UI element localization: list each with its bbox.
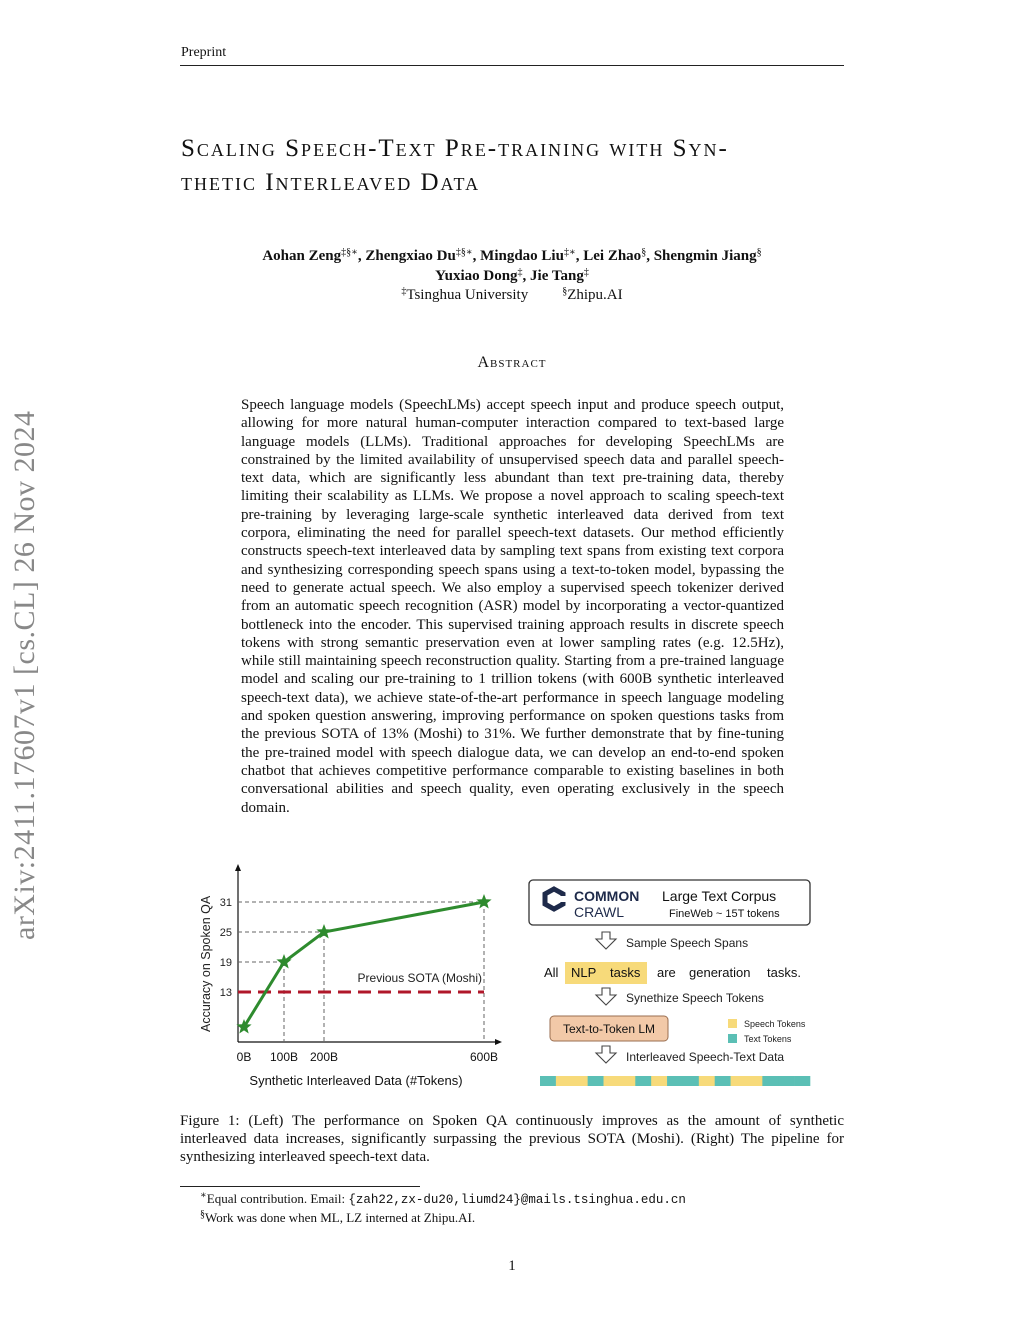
text-token-segment — [588, 1076, 604, 1086]
author-mark: ‡ — [517, 267, 523, 278]
logo-text-bottom: CRAWL — [574, 904, 625, 920]
example-word: tasks. — [767, 965, 801, 980]
author-name: Lei Zhao — [583, 248, 642, 264]
model-label: Text-to-Token LM — [562, 1022, 656, 1036]
author-mark: ‡§∗ — [341, 247, 358, 258]
arxiv-stamp: arXiv:2411.17607v1 [cs.CL] 26 Nov 2024 — [8, 410, 41, 940]
corpus-title: Large Text Corpus — [662, 888, 777, 904]
token-strip — [540, 1076, 810, 1086]
baseline-label: Previous SOTA (Moshi) — [357, 971, 482, 985]
footnote-mark: ∗ — [200, 1190, 207, 1201]
y-axis-label: Accuracy on Spoken QA — [199, 895, 213, 1032]
figure-1 — [180, 860, 844, 1095]
author-mark: ‡ — [583, 267, 589, 278]
text-token-segment — [635, 1076, 651, 1086]
down-arrow-icon — [596, 988, 616, 1005]
x-axis-arrow-icon — [495, 1039, 502, 1045]
title-part: Syn- — [672, 135, 729, 162]
author-mark: ‡∗ — [563, 247, 576, 258]
x-tick-label: 200B — [309, 1050, 339, 1064]
header-label: Preprint — [181, 45, 227, 60]
author-list: Aohan Zeng‡§∗, Zhengxiao Du‡§∗, Mingdao Liu‡∗, Lei Zhao§, Shengmin Jiang§ Yuxiao Dong‡, Jie Tang‡ — [262, 247, 762, 284]
example-word: generation — [689, 965, 751, 980]
speech-token-segment — [731, 1076, 747, 1086]
example-word: All — [544, 965, 559, 980]
y-ticks — [220, 897, 232, 999]
footnote-1 — [200, 1191, 840, 1207]
x-tick-label: 600B — [469, 1050, 499, 1064]
y-tick-label: 13 — [219, 987, 232, 999]
text-token-segment — [762, 1076, 778, 1086]
x-ticks — [237, 1050, 498, 1064]
caption-label: Figure 1: — [180, 1113, 240, 1129]
legend-text-label: Text Tokens — [744, 1034, 792, 1044]
author-mark: § — [756, 247, 762, 258]
text-token-segment — [778, 1076, 794, 1086]
example-word: NLP — [571, 965, 597, 980]
legend-swatch-text — [728, 1034, 737, 1043]
paper-title — [181, 132, 845, 200]
text-token-segment — [794, 1076, 810, 1086]
text-token-segment — [667, 1076, 683, 1086]
corpus-subtitle: FineWeb ~ 15T tokens — [669, 908, 780, 920]
figure-caption — [180, 1112, 844, 1166]
title-part: Interleaved — [265, 169, 421, 196]
y-tick-label: 31 — [219, 897, 232, 909]
y-tick-label: 25 — [219, 927, 232, 939]
affiliation-name: Zhipu.AI — [567, 287, 623, 303]
text-token-segment — [540, 1076, 556, 1086]
email-address: {zah22,zx-du20,liumd24}@mails.tsinghua.edu.cn — [348, 1193, 686, 1207]
title-part: Speech-Text — [285, 135, 445, 162]
author-mark: ‡§∗ — [455, 247, 473, 258]
step-interleaved-label: Interleaved Speech-Text Data — [626, 1050, 785, 1064]
x-tick-label: 0B — [236, 1050, 252, 1064]
footnote-mark: § — [200, 1209, 205, 1220]
example-word: tasks — [610, 965, 641, 980]
abstract-body: Speech language models (SpeechLMs) accept speech input and produce speech output, allowing for more natural human-computer interaction compared to text-based large language models (LLMs). Traditional approaches for developing SpeechLMs are constrained by the limited availability of unsupervised speech data and parallel speech-text data, which are significantly less abundant than text pre-training data, thereby limiting their scalability as LLMs. We propose a novel approach to scaling speech-text pre-training by leveraging large-scale synthetic interleaved data derived from text corpora, eliminating the need for parallel speech-text datasets. Our method efficiently constructs speech-text interleaved data by sampling text spans from existing text corpora and synthesizing corresponding speech spans using a text-to-token model, bypassing the need to generate actual speech. We also employ a supervised speech tokenizer derived from an automatic speech recognition (ASR) model by incorporating a vector-quantized bottleneck into the encoder. This supervised training approach results in discrete speech tokens with strong semantic preservation even at lower sampling rates (e.g. 12.5Hz), while still maintaining speech reconstruction quality. Starting from a pre-trained language model and scaling our pre-training to 1 trillion tokens (with 600B synthetic interleaved speech-text data), we achieve state-of-the-art performance in speech language modeling and spoken question answering, improving performance on spoken questions tasks from the previous SOTA of 13% (Moshi) to 31%. We further demonstrate that by fine-tuning the pre-trained model with speech dialogue data, we can develop an end-to-end spoken chatbot that achieves competitive performance comparable to existing baselines in both conversational abilities and speech quality, even operating exclusively in the speech domain. — [241, 397, 784, 816]
text-token-segment — [715, 1076, 731, 1086]
data-points — [236, 894, 491, 1034]
series-line — [244, 902, 484, 1027]
author-name: Mingdao Liu — [480, 248, 564, 264]
title-part: thetic — [181, 169, 266, 196]
title-part: with — [609, 135, 673, 162]
logo-text-top: COMMON — [574, 888, 640, 904]
data-point-star-icon — [476, 894, 491, 909]
footnote-text: Work was done when ML, LZ interned at Zhipu.AI. — [205, 1210, 476, 1225]
header-rule — [180, 65, 844, 66]
y-axis-arrow-icon — [235, 864, 241, 871]
title-part: Pre-training — [444, 135, 610, 162]
speech-token-segment — [746, 1076, 762, 1086]
x-tick-label: 100B — [269, 1050, 299, 1064]
affiliation-mark: ‡ — [401, 286, 407, 297]
speech-token-segment — [556, 1076, 572, 1086]
pipeline-diagram — [529, 880, 810, 1086]
down-arrow-icon — [596, 932, 616, 949]
legend-speech-label: Speech Tokens — [744, 1019, 806, 1029]
author-name: Shengmin Jiang — [653, 248, 757, 264]
author-name: Jie Tang — [530, 268, 584, 284]
legend-swatch-speech — [728, 1019, 737, 1028]
abstract-heading: Abstract — [477, 354, 547, 371]
author-name: Zhengxiao Du — [365, 248, 456, 264]
spoken-qa-chart — [199, 864, 502, 1088]
page-number: 1 — [508, 1258, 516, 1274]
footnote-rule — [180, 1186, 420, 1187]
speech-token-segment — [604, 1076, 620, 1086]
speech-token-segment — [651, 1076, 667, 1086]
step-sample-label: Sample Speech Spans — [626, 936, 749, 950]
author-name: Aohan Zeng — [262, 248, 342, 264]
affiliation-mark: § — [562, 286, 568, 297]
down-arrow-icon — [596, 1046, 616, 1063]
speech-token-segment — [619, 1076, 635, 1086]
affiliations — [180, 287, 844, 304]
affiliation-name: Tsinghua University — [406, 287, 529, 303]
caption-text: (Left) The performance on Spoken QA continuously improves as the amount of synthetic interleaved data increases, significantly surpassing the previous SOTA (Moshi). (Right) The pipeline for synthesizing interleaved speech-text data. — [180, 1113, 844, 1165]
speech-token-segment — [699, 1076, 715, 1086]
example-word: are — [657, 965, 676, 980]
speech-token-segment — [572, 1076, 588, 1086]
author-name: Yuxiao Dong — [435, 268, 518, 284]
footnote-text: Equal contribution. Email: — [206, 1191, 349, 1206]
title-part: Data — [420, 169, 481, 196]
step-synthesize-label: Synethize Speech Tokens — [626, 991, 764, 1005]
author-mark: § — [641, 247, 647, 258]
title-part: Scaling — [181, 135, 286, 162]
y-tick-label: 19 — [219, 957, 232, 969]
text-token-segment — [683, 1076, 699, 1086]
footnote-2 — [200, 1210, 840, 1226]
x-axis-label: Synthetic Interleaved Data (#Tokens) — [249, 1073, 463, 1088]
